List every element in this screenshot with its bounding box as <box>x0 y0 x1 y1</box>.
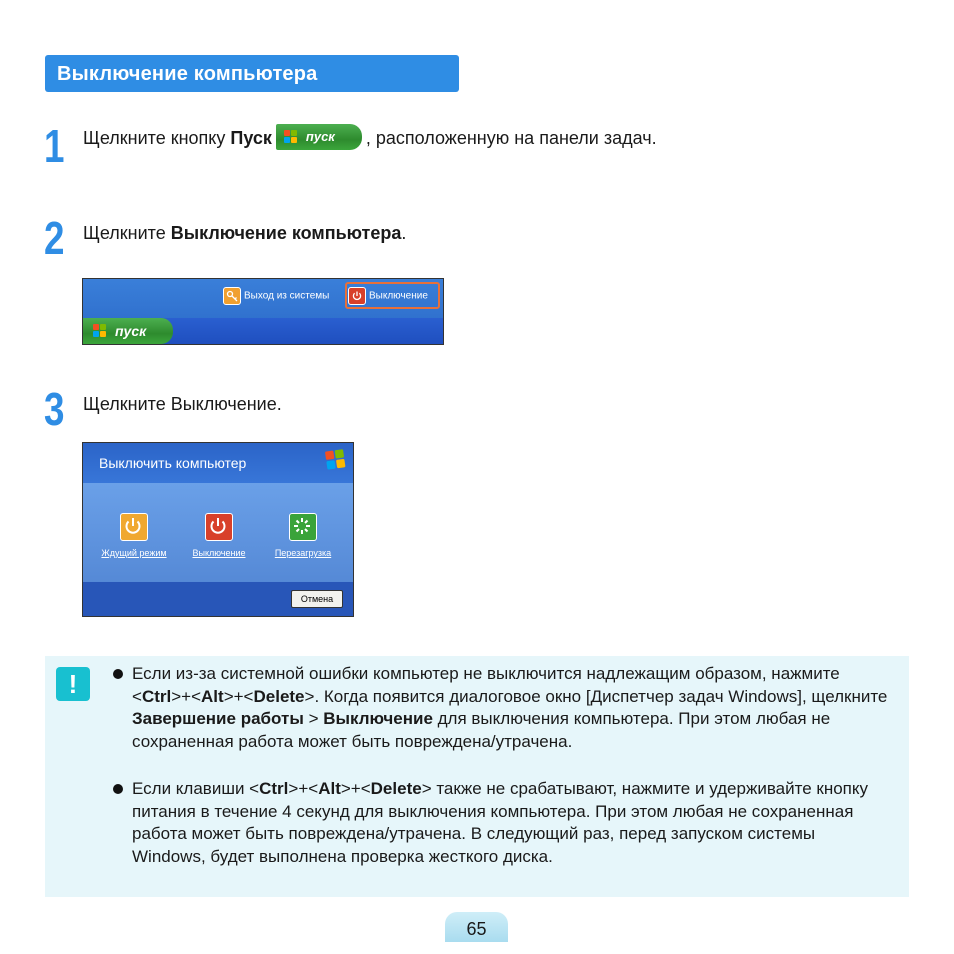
logoff-item: Выход из системы <box>223 287 329 305</box>
note-bullet-2: Если клавиши <Ctrl>+<Alt>+<Delete> также не срабатывают, нажмите и удерживайте кнопку питания в течение 4 секунд для выключения компьютера. При этом любая не сохраненная работа может быть повреждена/утрачена. В следующий раз, перед запуском системы Windows, будет выполнена проверка жесткого диска. <box>113 778 893 868</box>
shutdown-item: Выключение <box>348 287 428 305</box>
step-1-text: Щелкните кнопку Пуск пуск , расположенную на панели задач. <box>83 126 657 152</box>
windows-logo-icon <box>284 130 298 144</box>
start-button-image: пуск <box>276 124 362 150</box>
note-bullet-1: Если из-за системной ошибки компьютер не выключится надлежащим образом, нажмите <Ctrl>+<Alt>+<Delete>. Когда появится диалоговое окно [Диспетчер задач Windows], щелкните Завершение работы > Выключение для выключения компьютера. При этом любая не сохраненная работа может быть повреждена/утрачена. <box>113 663 893 753</box>
turn-off-option: Выключение <box>174 513 264 558</box>
step-2-number: 2 <box>44 212 65 264</box>
restart-option: Перезагрузка <box>258 513 348 558</box>
restart-icon <box>289 513 317 541</box>
bullet-dot <box>113 669 123 679</box>
step-3-number: 3 <box>44 383 65 435</box>
bullet-dot <box>113 784 123 794</box>
dialog-footer <box>83 582 353 616</box>
windows-logo-icon <box>93 324 107 338</box>
power-icon <box>348 287 366 305</box>
shutdown-dialog-screenshot <box>82 442 354 617</box>
standby-option: Ждущий режим <box>89 513 179 558</box>
start-button: пуск <box>83 318 173 344</box>
dialog-title-bar <box>83 443 353 483</box>
start-menu-screenshot <box>82 278 444 345</box>
dialog-title: Выключить компьютер <box>99 455 247 471</box>
power-icon <box>205 513 233 541</box>
windows-logo-icon <box>325 449 347 471</box>
step-1-number: 1 <box>44 120 65 172</box>
step-3-text: Щелкните Выключение. <box>83 394 282 414</box>
dialog-body <box>83 483 353 583</box>
step-2-text: Щелкните Выключение компьютера. <box>83 223 407 243</box>
key-icon <box>223 287 241 305</box>
section-title: Выключение компьютера <box>57 63 318 85</box>
page-number: 65 <box>445 912 508 942</box>
standby-icon <box>120 513 148 541</box>
section-header <box>45 55 459 92</box>
warning-icon: ! <box>56 667 90 701</box>
cancel-button: Отмена <box>291 590 343 608</box>
